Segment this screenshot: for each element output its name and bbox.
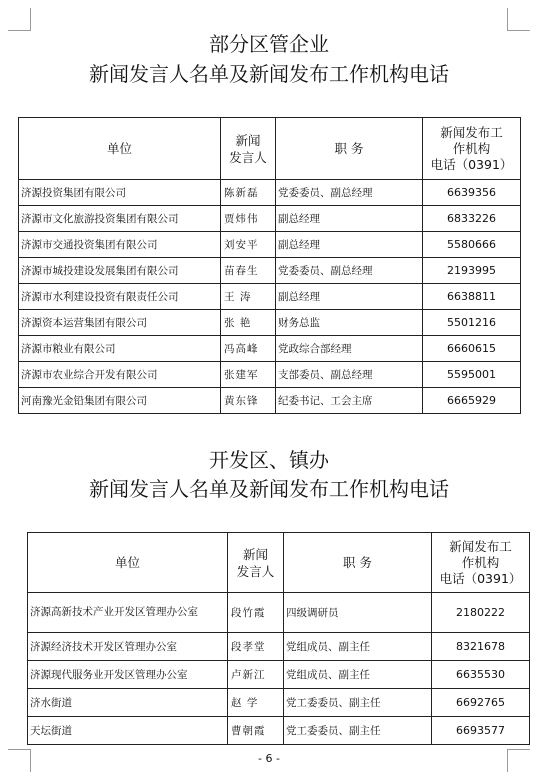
phone-cell: 5501216 xyxy=(423,310,521,336)
spokesperson-cell: 冯高峰 xyxy=(221,336,276,362)
header-phone-line1: 新闻发布工 xyxy=(449,538,512,554)
spokesperson-cell: 曹朝霞 xyxy=(228,717,284,745)
header-spokesperson-line1: 新闻 xyxy=(242,546,268,562)
phone-cell: 5595001 xyxy=(423,362,521,388)
table-row xyxy=(19,362,521,388)
unit-cell: 济源市城投建设发展集团有限公司 xyxy=(19,258,221,284)
spokesperson-cell: 刘安平 xyxy=(221,232,276,258)
table-row xyxy=(28,593,530,633)
spokesperson-cell: 陈新磊 xyxy=(221,180,276,206)
spokesperson-cell: 段孝堂 xyxy=(228,633,284,661)
header-phone-line2: 作机构 xyxy=(452,140,491,156)
table-row xyxy=(19,388,521,414)
duty-cell: 支部委员、副总经理 xyxy=(276,362,423,388)
spokesperson-cell: 黄东锋 xyxy=(221,388,276,414)
section2-title-line1: 开发区、镇办 xyxy=(209,448,329,472)
section2-header-row xyxy=(28,533,530,593)
duty-cell: 副总经理 xyxy=(276,206,423,232)
header-duty: 职 务 xyxy=(276,118,423,180)
unit-cell: 济源高新技术产业开发区管理办公室 xyxy=(28,593,228,633)
table-row xyxy=(19,310,521,336)
table-row xyxy=(19,258,521,284)
unit-cell: 天坛街道 xyxy=(28,717,228,745)
duty-cell: 党组成员、副主任 xyxy=(284,661,432,689)
header-unit: 单位 xyxy=(19,118,221,180)
section2-table xyxy=(27,532,530,745)
phone-cell: 6833226 xyxy=(423,206,521,232)
phone-cell: 6660615 xyxy=(423,336,521,362)
phone-cell: 6692765 xyxy=(432,689,530,717)
duty-cell: 党工委委员、副主任 xyxy=(284,689,432,717)
spokesperson-cell: 张 艳 xyxy=(221,310,276,336)
spokesperson-cell: 贾炜伟 xyxy=(221,206,276,232)
phone-cell: 6639356 xyxy=(423,180,521,206)
header-phone xyxy=(432,533,530,593)
header-phone-line1: 新闻发布工 xyxy=(440,124,503,140)
section1-title-line2: 新闻发言人名单及新闻发布工作机构电话 xyxy=(89,62,449,86)
header-phone-line3: 电话（0391） xyxy=(439,570,522,586)
duty-cell: 党组成员、副主任 xyxy=(284,633,432,661)
section2-title-line2: 新闻发言人名单及新闻发布工作机构电话 xyxy=(89,477,449,501)
header-unit: 单位 xyxy=(28,533,228,593)
unit-cell: 济源现代服务业开发区管理办公室 xyxy=(28,661,228,689)
crop-mark-top-right xyxy=(507,8,530,31)
duty-cell: 党委委员、副总经理 xyxy=(276,258,423,284)
duty-cell: 党委委员、副总经理 xyxy=(276,180,423,206)
spokesperson-cell: 赵 学 xyxy=(228,689,284,717)
spokesperson-cell: 苗春生 xyxy=(221,258,276,284)
duty-cell: 党政综合部经理 xyxy=(276,336,423,362)
duty-cell: 党工委委员、副主任 xyxy=(284,717,432,745)
unit-cell: 济源资本运营集团有限公司 xyxy=(19,310,221,336)
duty-cell: 副总经理 xyxy=(276,232,423,258)
header-phone xyxy=(423,118,521,180)
section1-title-line1: 部分区管企业 xyxy=(209,32,329,56)
page-number: - 6 - xyxy=(258,752,280,765)
unit-cell: 济源市粮业有限公司 xyxy=(19,336,221,362)
header-duty: 职 务 xyxy=(284,533,432,593)
header-phone-line2: 作机构 xyxy=(461,554,500,570)
unit-cell: 济源市交通投资集团有限公司 xyxy=(19,232,221,258)
duty-cell: 纪委书记、工会主席 xyxy=(276,388,423,414)
unit-cell: 济源市农业综合开发有限公司 xyxy=(19,362,221,388)
header-spokesperson-line2: 发言人 xyxy=(229,149,267,165)
unit-cell: 济源市文化旅游投资集团有限公司 xyxy=(19,206,221,232)
table-row xyxy=(28,661,530,689)
header-spokesperson xyxy=(221,118,276,180)
phone-cell: 6693577 xyxy=(432,717,530,745)
unit-cell: 济源市水利建设投资有限责任公司 xyxy=(19,284,221,310)
spokesperson-cell: 张建军 xyxy=(221,362,276,388)
table-row xyxy=(19,232,521,258)
unit-cell: 济水街道 xyxy=(28,689,228,717)
unit-cell: 河南豫光金铅集团有限公司 xyxy=(19,388,221,414)
duty-cell: 副总经理 xyxy=(276,284,423,310)
header-spokesperson-line2: 发言人 xyxy=(236,563,275,579)
phone-cell: 6635530 xyxy=(432,661,530,689)
table-row xyxy=(19,206,521,232)
phone-cell: 2193995 xyxy=(423,258,521,284)
table-row xyxy=(19,180,521,206)
phone-cell: 6638811 xyxy=(423,284,521,310)
section1-header-row xyxy=(19,118,521,180)
unit-cell: 济源投资集团有限公司 xyxy=(19,180,221,206)
header-spokesperson-line1: 新闻 xyxy=(235,132,261,148)
duty-cell: 财务总监 xyxy=(276,310,423,336)
phone-cell: 5580666 xyxy=(423,232,521,258)
crop-mark-top-left xyxy=(8,8,31,31)
table-row xyxy=(19,336,521,362)
table-row xyxy=(28,689,530,717)
phone-cell: 2180222 xyxy=(432,593,530,633)
spokesperson-cell: 王 涛 xyxy=(221,284,276,310)
header-spokesperson xyxy=(228,533,284,593)
table-row xyxy=(28,633,530,661)
spokesperson-cell: 段竹霞 xyxy=(228,593,284,633)
table-row xyxy=(28,717,530,745)
table-row xyxy=(19,284,521,310)
spokesperson-cell: 卢新江 xyxy=(228,661,284,689)
phone-cell: 8321678 xyxy=(432,633,530,661)
duty-cell: 四级调研员 xyxy=(284,593,432,633)
header-phone-line3: 电话（0391） xyxy=(430,156,513,172)
section1-table xyxy=(18,117,521,414)
unit-cell: 济源经济技术开发区管理办公室 xyxy=(28,633,228,661)
phone-cell: 6665929 xyxy=(423,388,521,414)
